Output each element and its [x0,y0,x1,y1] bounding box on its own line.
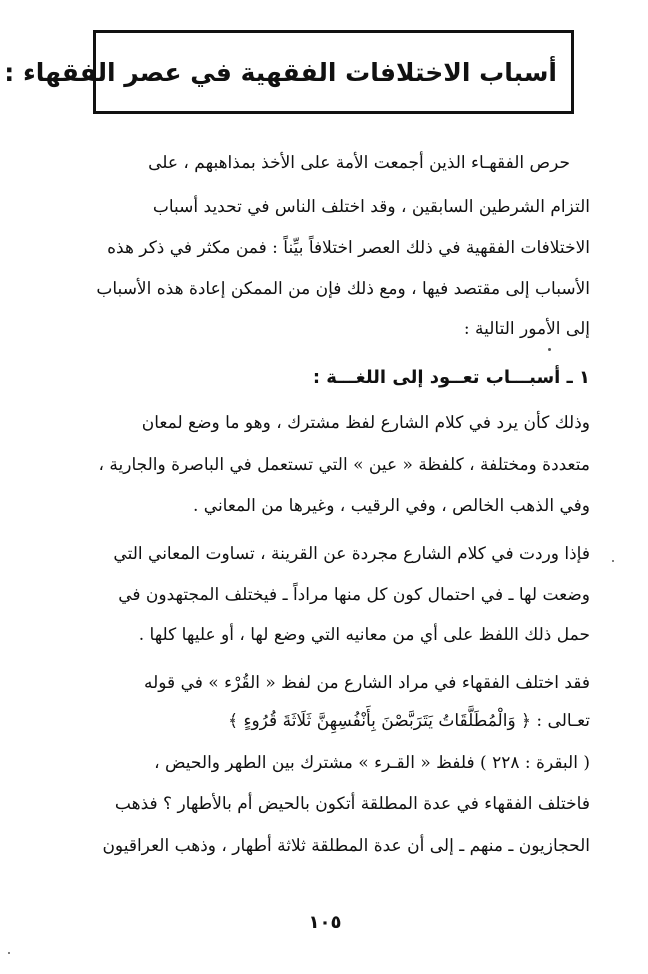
paragraph-4-line-5: الحجازيون ـ منهم ـ إلى أن عدة المطلقة ثلاثة أطهار ، وذهب العراقيون [102,836,590,856]
scan-speck [548,348,551,351]
paragraph-2-line-3: وفي الذهب الخالص ، وفي الرقيب ، وغيرها من المعاني . [192,496,590,516]
paragraph-1-line-3: الاختلافات الفقهية في ذلك العصر اختلافاً بيِّناً : فمن مكثر في ذكر هذه [107,238,590,258]
paragraph-2-line-1: وذلك كأن يرد في كلام الشارع لفظ مشترك ، وهو ما وضع لمعان [141,413,590,433]
paragraph-4-line-1: فقد اختلف الفقهاء في مراد الشارع من لفظ « القُرْء » في قوله [143,673,590,693]
paragraph-3-line-2: وضعت لها ـ في احتمال كون كل منها مراداً ـ فيختلف المجتهدون في [118,585,590,605]
paragraph-4-line-2: تعـالى : ﴿ وَالْمُطَلَّقَاتُ يَتَرَبَّصْنَ بِأَنْفُسِهِنَّ ثَلَاثَةَ قُرُوءٍ ﴾ [228,711,590,731]
page-number: ١٠٥ [308,912,342,933]
paragraph-1-line-2: التزام الشرطين السابقين ، وقد اختلف الناس في تحديد أسباب [152,197,590,217]
paragraph-1-line-4: الأسباب إلى مقتصد فيها ، ومع ذلك فإن من الممكن إعادة هذه الأسباب [96,279,590,299]
scan-speck [612,560,614,562]
paragraph-3-line-1: فإذا وردت في كلام الشارع مجردة عن القرينة ، تساوت المعاني التي [113,544,590,564]
paragraph-4-line-3: ( البقرة : ٢٢٨ ) فلفظ « القـرء » مشترك بين الطهر والحيض ، [154,753,590,773]
paragraph-1-line-5: إلى الأمور التالية : [463,319,590,339]
paragraph-4-line-4: فاختلف الفقهاء في عدة المطلقة أتكون بالحيض أم بالأطهار ؟ فذهب [114,794,590,814]
title-frame [4,30,574,114]
paragraph-3-line-3: حمل ذلك اللفظ على أي من معانيه التي وضع لها ، أو عليها كلها . [138,625,590,645]
scan-speck [8,952,10,954]
section-heading: ١ ـ أسبـــاب تعــود إلى اللغـــة : [312,367,590,388]
paragraph-2-line-2: متعددة ومختلفة ، كلفظة « عين » التي تستعمل في الباصرة والجارية ، [98,455,590,475]
paragraph-1-line-1: حرص الفقهـاء الذين أجمعت الأمة على الأخذ بمذاهبهم ، على [148,153,570,173]
page-title: أسباب الاختلافات الفقهية في عصر الفقهاء : [4,58,557,87]
